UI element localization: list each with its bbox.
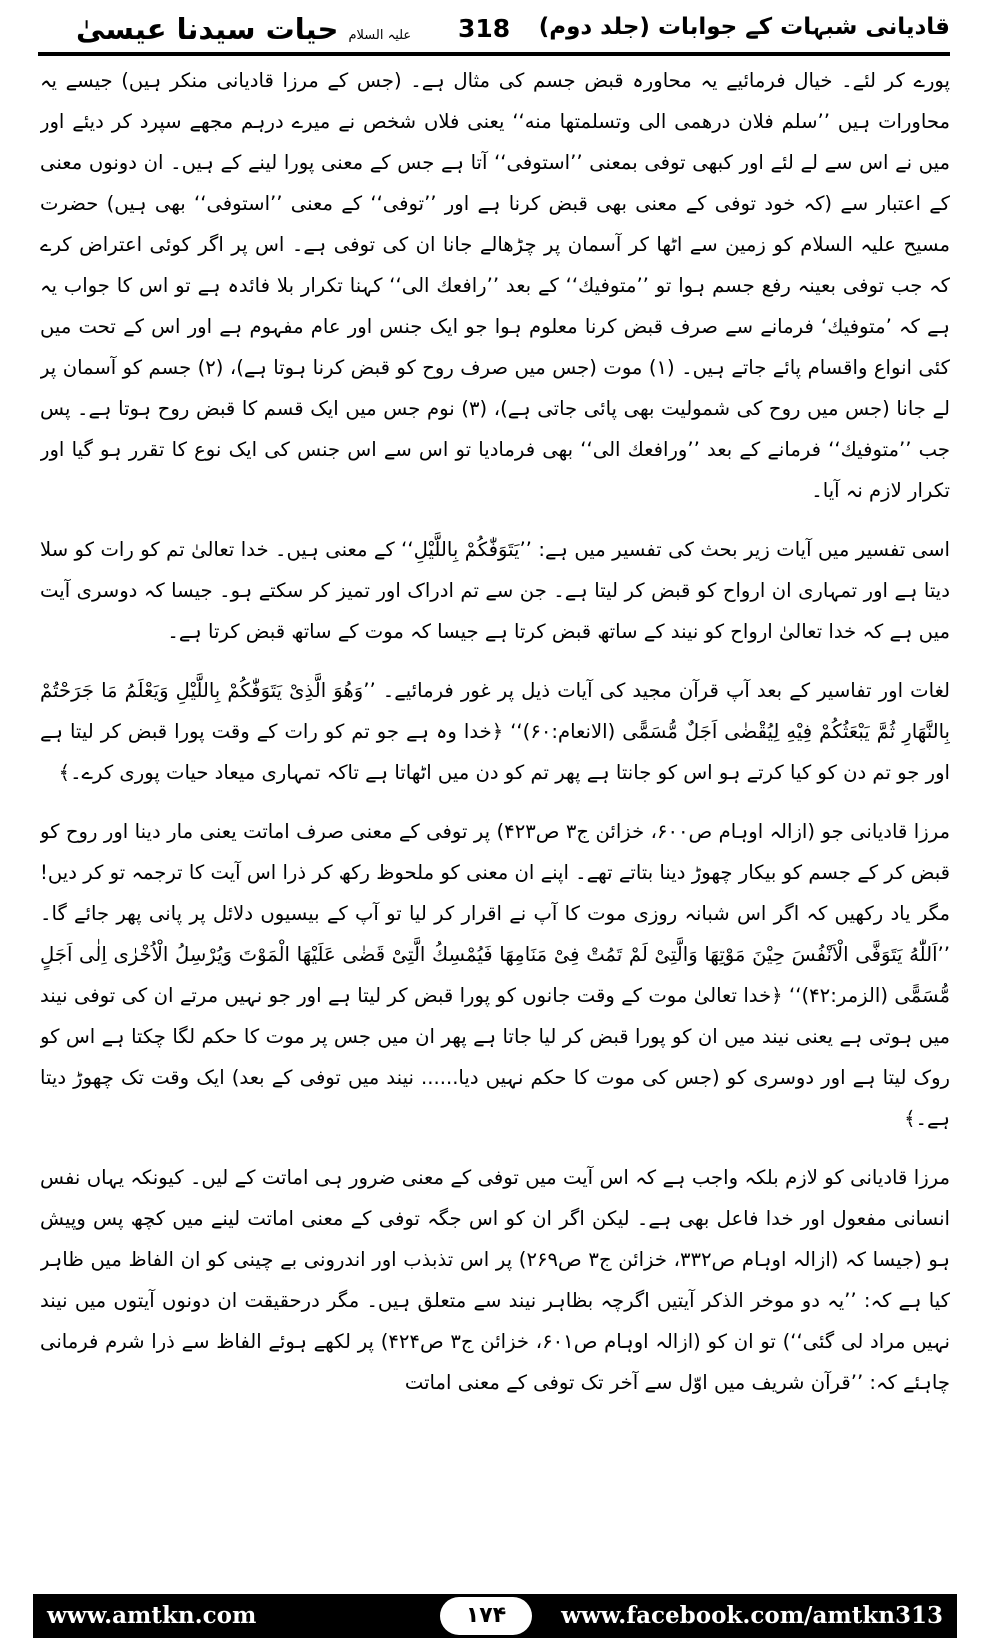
header-page-number: 318 [458,14,511,43]
header-rule [38,52,950,56]
page-header [38,14,950,48]
header-title: قادیانی شبہات کے جوابات (جلد دوم) [538,14,950,40]
footer-facebook-link[interactable]: www.facebook.com/amtkn313 [561,1602,943,1629]
footer-page-marker: ۱۷۴ [440,1597,532,1635]
paragraph-2: اسی تفسیر میں آیات زیر بحث کی تفسیر میں ہے: ’’یَتَوَفّٰکُمْ بِاللَّیْلِ‘‘ کے معنی ہیں۔ خدا تعالیٰ تم کو رات کو سلا دیتا ہے اور تمہاری ان ارواح کو قبض کر لیتا ہے۔ جن سے تم ادراک اور تمیز کر سکتے ہو۔ جیسا کہ دوسری آیت میں ہے کہ خدا تعالیٰ ارواح کو نیند کے ساتھ قبض کرتا ہے جیسا کہ موت کے ساتھ قبض کرتا ہے۔ [40,538,950,643]
paragraph-5: مرزا قادیانی کو لازم بلکہ واجب ہے کہ اس آیت میں توفی کے معنی ضرور ہی اماتت کے لیں۔ کیونکہ یہاں نفس انسانی مفعول اور خدا فاعل بھی ہے۔ لیکن اگر ان کو اس جگہ توفی کے معنی اماتت لینے میں کچھ پس وپیش ہو (جیسا کہ (ازالہ اوہام ص۳۳۲، خزائن ج۳ ص۲۶۹) پر اس تذبذب اور اندرونی بے چینی کو ان الفاظ میں ظاہر کیا ہے کہ: ’’یہ دو موخر الذکر آیتیں اگرچہ بظاہر نیند سے متعلق ہیں۔ مگر درحقیقت ان دونوں آیتوں میں نیند نہیں مراد لی گئی‘‘) تو ان کو (ازالہ اوہام ص۶۰۱، خزائن ج۳ ص۴۲۴) پر لکھے ہوئے الفاظ سے ذرا شرم فرمانی چاہئے کہ: ’’قرآن شریف میں اوّل سے آخر تک توفی کے معنی اماتت [40,1166,950,1394]
main-text [40,60,950,1578]
paragraph-4: مرزا قادیانی جو (ازالہ اوہام ص۶۰۰، خزائن ج۳ ص۴۲۳) پر توفی کے معنی صرف اماتت یعنی مار دینا اور روح کو قبض کر کے جسم کو بیکار چھوڑ دینا بتاتے تھے۔ اپنے ان معنی کو ملحوظ رکھ کر ذرا اس آیت کا ترجمہ تو کر دیں! مگر یاد رکھیں کہ اگر اس شبانہ روزی موت کا آپ نے اقرار کر لیا تو آپ کے بیسیوں دلائل پر پانی پھر جائے گا۔ ’’اَللّٰهُ یَتَوَفَّی الْاَنْفُسَ حِیْنَ مَوْتِهَا وَالَّتِیْ لَمْ تَمُتْ فِیْ مَنَامِهَا فَیُمْسِكُ الَّتِیْ قَضٰی عَلَیْهَا الْمَوْتَ وَیُرْسِلُ الْاُخْرٰی اِلٰی اَجَلٍ مُّسَمًّی (الزمر:۴۲)‘‘ ﴿خدا تعالیٰ موت کے وقت جانوں کو پورا قبض کر لیتا ہے اور جو نہیں مرتے ان کی توفی نیند میں ہوتی ہے یعنی نیند میں ان کو پورا قبض کر لیا جاتا ہے پھر ان میں جس پر موت کا حکم لگا چکتا ہے اس کو روک لیتا ہے اور دوسری کو (جس کی موت کا حکم نہیں دیا...... نیند میں توفی کے بعد) ایک وقت تک چھوڑ دیتا ہے۔﴾ [40,820,950,1130]
page-footer [33,1594,957,1638]
header-book-title [76,12,411,46]
header-honorific: علیہ السلام [348,28,412,43]
paragraph-3: لغات اور تفاسیر کے بعد آپ قرآن مجید کی آیات ذیل پر غور فرمائیے۔ ’’وَهُوَ الَّذِیْ یَتَوَفّٰکُمْ بِاللَّیْلِ وَیَعْلَمُ مَا جَرَحْتُمْ بِالنَّهَارِ ثُمَّ یَبْعَثُکُمْ فِیْهِ لِیُقْضٰی اَجَلٌ مُّسَمًّی (الانعام:۶۰)‘‘ ﴿خدا وہ ہے جو تم کو رات کے وقت پورا قبض کر لیتا ہے اور جو تم دن کو کیا کرتے ہو اس کو جانتا ہے پھر تم کو دن میں اٹھاتا ہے تاکہ تمہاری میعاد حیات پوری کرے۔﴾ [40,679,950,784]
footer-website-link[interactable]: www.amtkn.com [47,1602,257,1629]
paragraph-1: پورے کر لئے۔ خیال فرمائیے یہ محاورہ قبض جسم کی مثال ہے۔ (جس کے مرزا قادیانی منکر ہیں) جیسے یہ محاورات ہیں ’’سلم فلان درهمی الی وتسلمتها منه‘‘ یعنی فلاں شخص نے میرے درہم مجھے سپرد کر دیئے اور میں نے اس سے لے لئے اور کبھی توفی بمعنی ’’استوفی‘‘ آتا ہے جس کے معنی پورا لینے کے ہیں۔ ان دونوں معنی کے اعتبار سے (کہ خود توفی کے معنی بھی قبض کرنا ہے اور ’’توفی‘‘ کے معنی ’’استوفی‘‘ بھی ہیں) حضرت مسیح علیہ السلام کو زمین سے اٹھا کر آسمان پر چڑھالے جانا ان کی توفی ہے۔ اس پر اگر کوئی اعتراض کرے کہ جب توفی بعینہ رفع جسم ہوا تو ’’متوفیك‘‘ کے بعد ’’رافعك الی‘‘ کہنا تکرار بلا فائدہ ہے تو اس کا جواب یہ ہے کہ ’متوفیك‘ فرمانے سے صرف قبض کرنا معلوم ہوا جو ایک جنس اور عام مفہوم ہے اور اس کے تحت میں کئی انواع واقسام پائے جاتے ہیں۔ (۱) موت (جس میں صرف روح کو قبض کرنا ہوتا ہے)، (۲) جسم کو آسمان پر لے جانا (جس میں روح کی شمولیت بھی پائی جاتی ہے)، (۳) نوم جس میں ایک قسم کا قبض روح ہوتا ہے۔ پس جب ’’متوفیك‘‘ فرمانے کے بعد ’’ورافعك الی‘‘ بھی فرمادیا تو اس سے اس جنس کی ایک نوع کا تقرر ہو گیا اور تکرار لازم نہ آیا۔ [40,69,950,502]
header-book-title-text: حیات سیدنا عیسیٰ [76,12,339,46]
